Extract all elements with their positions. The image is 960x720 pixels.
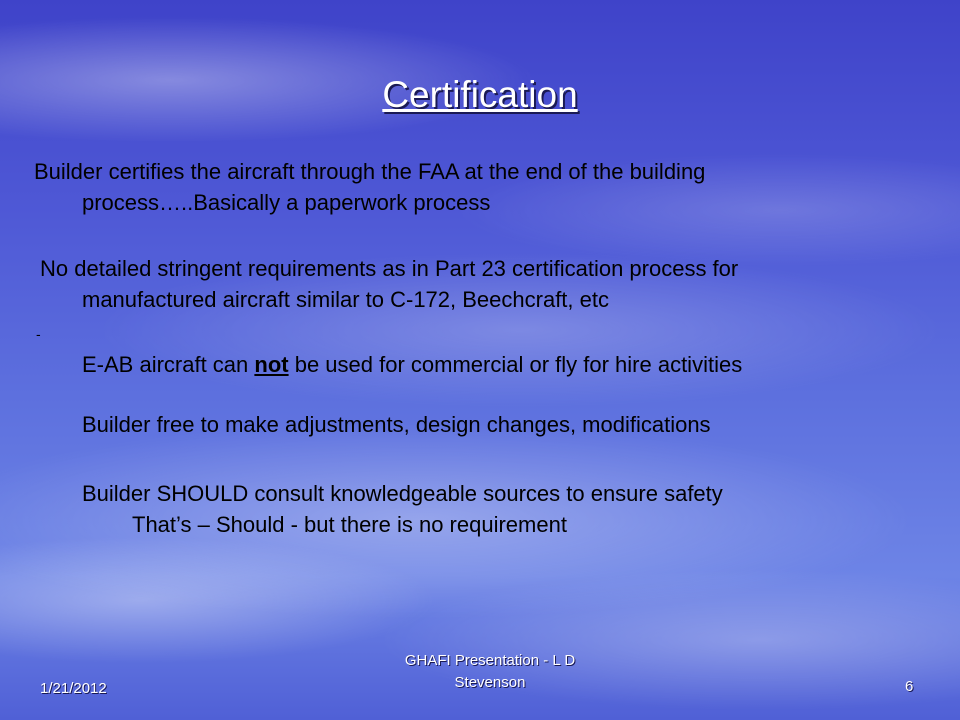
- paragraph-text: E-AB aircraft can: [82, 352, 255, 377]
- paragraph-line: That’s – Should - but there is no requirement: [132, 512, 567, 537]
- emphasis-not: not: [254, 352, 289, 377]
- stray-dash: -: [36, 326, 41, 342]
- paragraph-line: No detailed stringent requirements as in Part 23 certification process for: [40, 256, 739, 281]
- paragraph-eab-not-commercial: [82, 349, 960, 380]
- footer-presenter: GHAFI Presentation - L D Stevenson: [404, 652, 576, 691]
- paragraph-builder-free: Builder free to make adjustments, design changes, modifications: [82, 412, 711, 437]
- paragraph-line: Builder SHOULD consult knowledgeable sources to ensure safety: [82, 481, 723, 506]
- paragraph-no-requirements: [40, 253, 940, 315]
- paragraph-line: manufactured aircraft similar to C-172, Beechcraft, etc: [82, 287, 609, 312]
- footer-date: 1/21/2012: [40, 680, 107, 697]
- paragraph-builder-should: [82, 478, 960, 540]
- paragraph-line: Builder certifies the aircraft through the FAA at the end of the building: [34, 159, 706, 184]
- slide-number: 6: [905, 678, 914, 695]
- paragraph-builder-certifies: [34, 156, 934, 218]
- paragraph-text: be used for commercial or fly for hire activities: [288, 352, 743, 377]
- slide-title: Certification: [382, 74, 578, 115]
- paragraph-line: process…..Basically a paperwork process: [82, 190, 491, 215]
